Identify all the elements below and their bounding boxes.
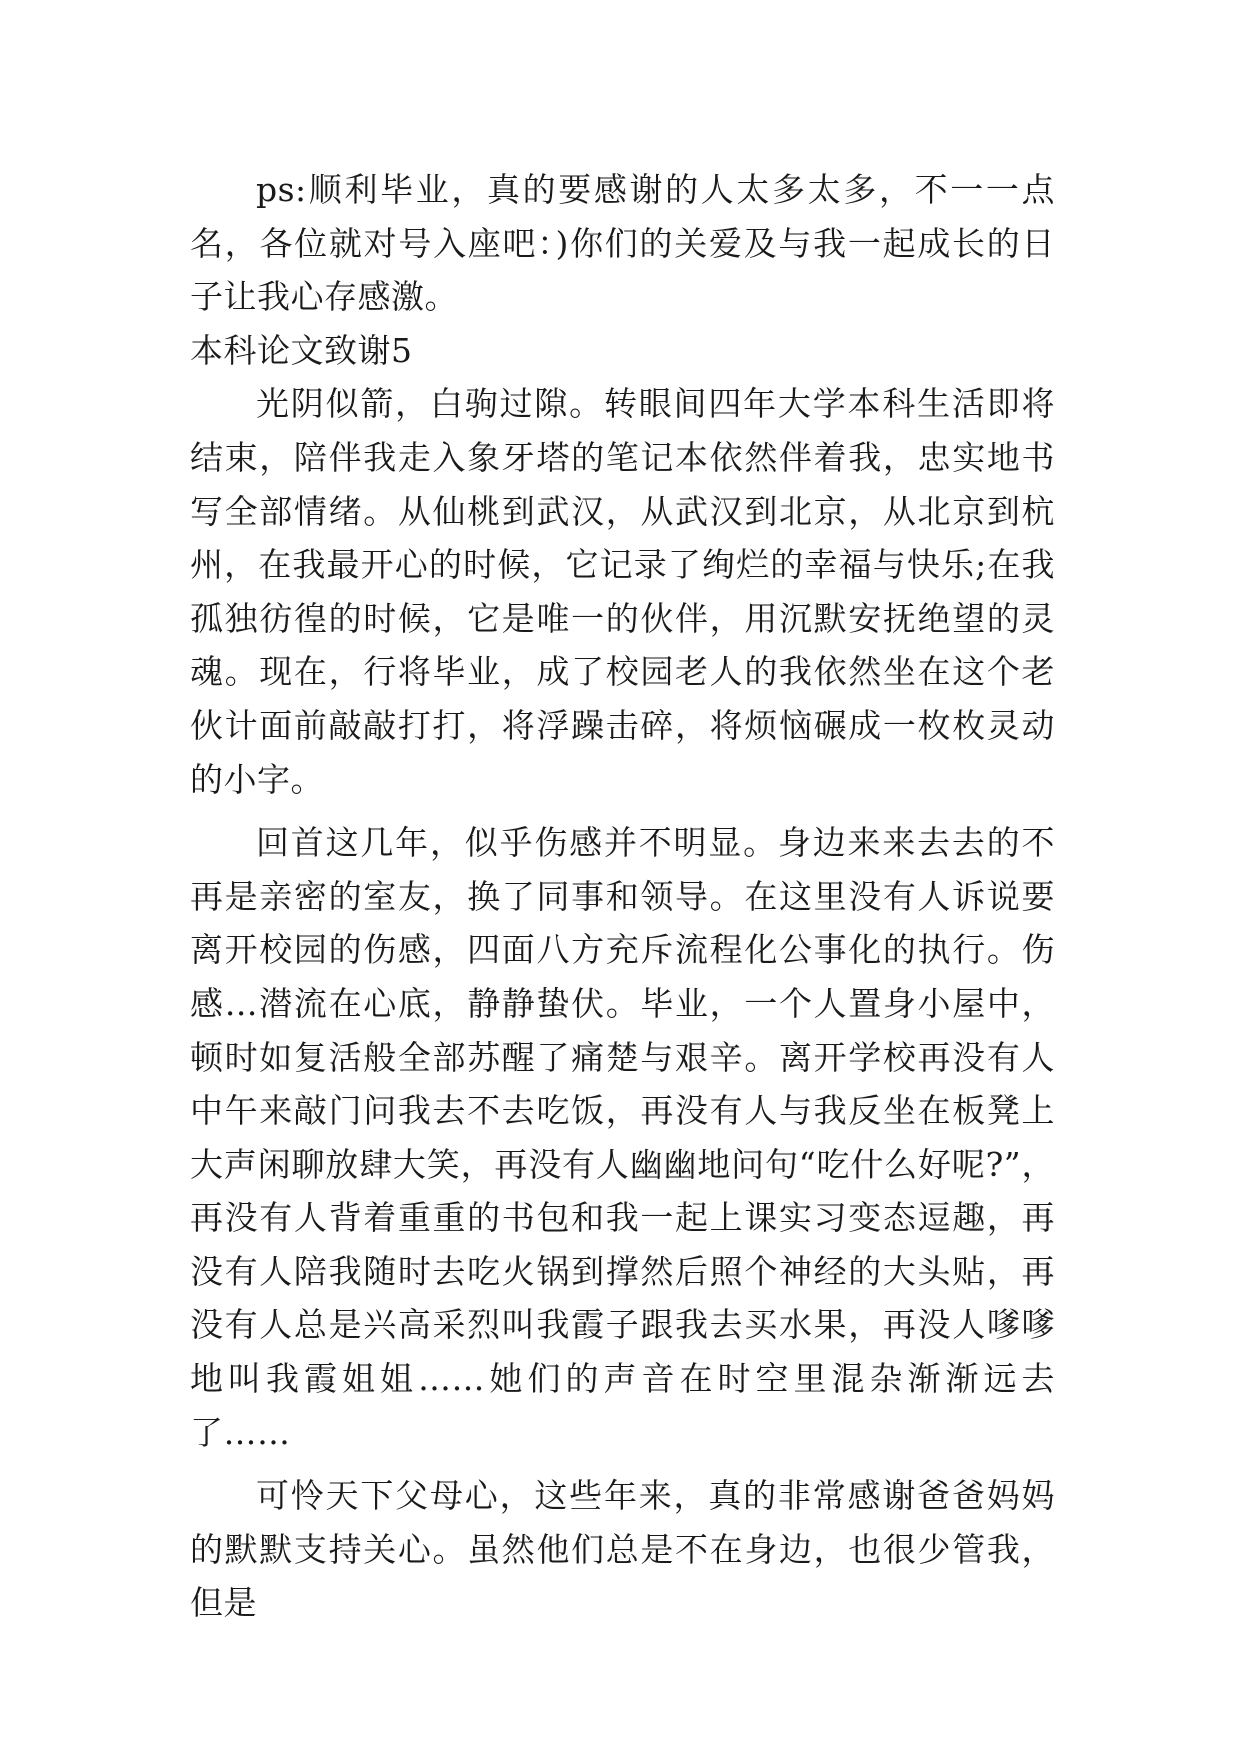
document-page [190,163,1055,1630]
section-heading: 本科论文致谢5 [190,330,413,370]
paragraph-parents: 可怜天下父母心，这些年来，真的非常感谢爸爸妈妈的默默支持关心。虽然他们总是不在身边，也很少管我，但是 [190,1476,1055,1623]
paragraph-time-flies: 光阴似箭，白驹过隙。转眼间四年大学本科生活即将结束，陪伴我走入象牙塔的笔记本依然伴着我，忠实地书写全部情绪。从仙桃到武汉，从武汉到北京，从北京到杭州，在我最开心的时候，它记录了绚烂的幸福与快乐;在我孤独彷徨的时候，它是唯一的伙伴，用沉默安抚绝望的灵魂。现在，行将毕业，成了校园老人的我依然坐在这个老伙计面前敲敲打打，将浮躁击碎，将烦恼碾成一枚枚灵动的小字。 [190,384,1055,799]
paragraph-looking-back: 回首这几年，似乎伤感并不明显。身边来来去去的不再是亲密的室友，换了同事和领导。在这里没有人诉说要离开校园的伤感，四面八方充斥流程化公事化的执行。伤感…潜流在心底，静静蛰伏。毕业，一个人置身小屋中，顿时如复活般全部苏醒了痛楚与艰辛。离开学校再没有人中午来敲门问我去不去吃饭，再没有人与我反坐在板凳上大声闲聊放肆大笑，再没有人幽幽地问句“吃什么好呢?”，再没有人背着重重的书包和我一起上课实习变态逗趣，再没有人陪我随时去吃火锅到撑然后照个神经的大头贴，再没有人总是兴高采烈叫我霞子跟我去买水果，再没人嗲嗲地叫我霞姐姐……她们的声音在时空里混杂渐渐远去了…… [190,823,1055,1452]
paragraph-thanks-ps: ps:顺利毕业，真的要感谢的人太多太多，不一一点名，各位就对号入座吧：)你们的关爱及与我一起成长的日子让我心存感激。 [190,170,1055,317]
